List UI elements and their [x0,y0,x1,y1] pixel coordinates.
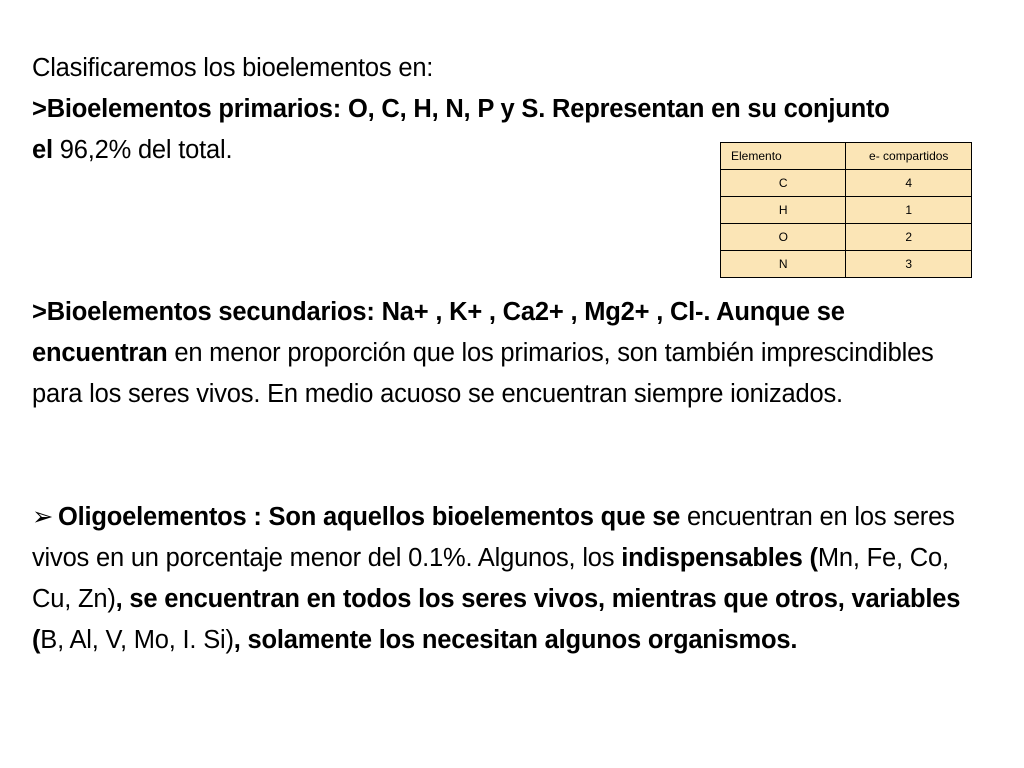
primary-elements-heading: >Bioelementos primarios: O, C, H, N, P y S. Representan en su conjunto el [32,95,890,164]
closing-statement: , solamente los necesitan algunos organismos. [233,626,798,654]
shared-electrons-table [720,142,972,278]
oligoelements-description: encuentran en los seres vivos en un porcentaje menor del 0.1%. Algunos, los [32,503,955,572]
table-row [721,170,972,197]
oligoelements-paragraph [32,497,972,661]
table-row [721,224,972,251]
table-cell-electrons: 4 [846,170,972,197]
table-row [721,197,972,224]
table-header-row [721,143,972,170]
table-cell-electrons: 3 [846,251,972,278]
secondary-elements-paragraph [32,292,962,415]
table-cell-electrons: 2 [846,224,972,251]
column-header-e-compartidos: e- compartidos [846,143,972,170]
table-cell-element: O [721,224,846,251]
indispensables-label: indispensables ( [621,544,818,572]
variables-statement: , se encuentran en todos los seres vivos, mientras que otros, variables ( [32,585,961,654]
secondary-elements-description: en menor proporción que los primarios, son también imprescindibles para los seres vivos. En medio acuoso se encuentran siempre ionizados. [32,339,934,408]
indispensable-elements-list: Mn, Fe, Co, Cu, Zn) [32,544,949,613]
primary-elements-percentage: 96,2% del total. [52,136,233,164]
table-cell-element: N [721,251,846,278]
secondary-elements-heading: >Bioelementos secundarios: Na+ , K+ , Ca2+ , Mg2+ , Cl-. Aunque se encuentran [32,298,845,367]
table-cell-element: H [721,197,846,224]
arrow-bullet-icon: ➢ [32,503,54,531]
table-cell-element: C [721,170,846,197]
table-cell-electrons: 1 [846,197,972,224]
intro-line: Clasificaremos los bioelementos en: [32,54,434,82]
variable-elements-list: B, Al, V, Mo, I. Si) [40,626,234,654]
oligoelements-heading: Oligoelementos : Son aquellos bioelementos que se [58,503,681,531]
column-header-elemento: Elemento [721,143,846,170]
table-row [721,251,972,278]
